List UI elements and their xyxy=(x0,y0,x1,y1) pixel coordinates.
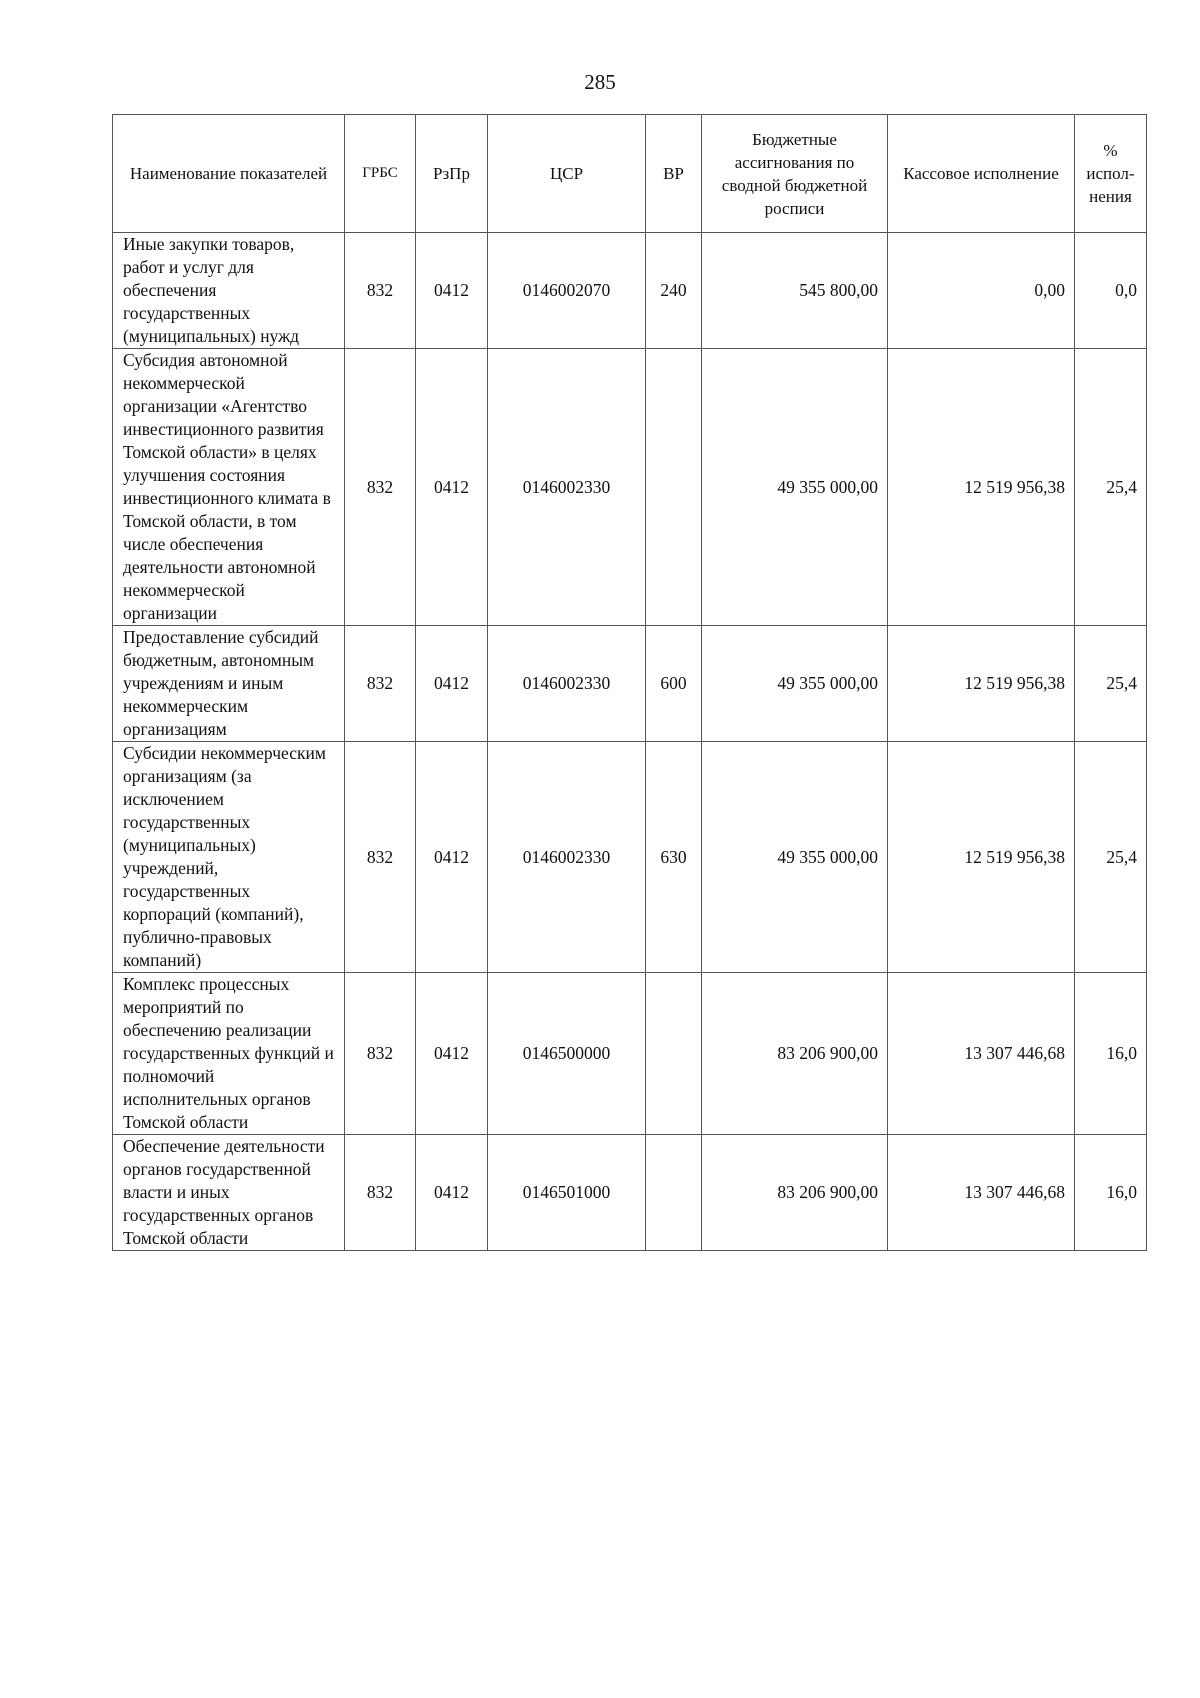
row-grbs: 832 xyxy=(345,1135,416,1251)
table-row xyxy=(113,233,1147,349)
row-name: Субсидии некоммерческим организациям (за исключением государственных (муниципальных) учреждений, государственных корпораций (компаний), публично-правовых компаний) xyxy=(113,742,345,973)
table-row xyxy=(113,1135,1147,1251)
header-vr: ВР xyxy=(646,115,702,233)
budget-execution-table xyxy=(112,114,1147,1251)
row-csr: 0146002330 xyxy=(488,349,646,626)
row-vr: 630 xyxy=(646,742,702,973)
row-grbs: 832 xyxy=(345,626,416,742)
row-assignments: 545 800,00 xyxy=(702,233,888,349)
row-execution-percent: 25,4 xyxy=(1075,349,1147,626)
row-cash-execution: 13 307 446,68 xyxy=(888,1135,1075,1251)
row-name: Обеспечение деятельности органов государственной власти и иных государственных органов Томской области xyxy=(113,1135,345,1251)
row-vr: 240 xyxy=(646,233,702,349)
table-header-row xyxy=(113,115,1147,233)
table-row xyxy=(113,349,1147,626)
header-assignments: Бюджетные ассигнования по сводной бюджетной росписи xyxy=(702,115,888,233)
row-csr: 0146002330 xyxy=(488,742,646,973)
table-row xyxy=(113,626,1147,742)
row-csr: 0146002330 xyxy=(488,626,646,742)
row-cash-execution: 12 519 956,38 xyxy=(888,626,1075,742)
table-row xyxy=(113,973,1147,1135)
row-rzpr: 0412 xyxy=(416,349,488,626)
row-grbs: 832 xyxy=(345,233,416,349)
page-number: 285 xyxy=(584,70,616,94)
row-rzpr: 0412 xyxy=(416,742,488,973)
row-execution-percent: 25,4 xyxy=(1075,742,1147,973)
row-execution-percent: 16,0 xyxy=(1075,973,1147,1135)
row-rzpr: 0412 xyxy=(416,1135,488,1251)
row-assignments: 49 355 000,00 xyxy=(702,742,888,973)
row-cash-execution: 13 307 446,68 xyxy=(888,973,1075,1135)
row-grbs: 832 xyxy=(345,349,416,626)
row-csr: 0146501000 xyxy=(488,1135,646,1251)
row-assignments: 49 355 000,00 xyxy=(702,626,888,742)
header-rzpr: РзПр xyxy=(416,115,488,233)
row-execution-percent: 16,0 xyxy=(1075,1135,1147,1251)
row-execution-percent: 0,0 xyxy=(1075,233,1147,349)
row-vr xyxy=(646,349,702,626)
row-cash-execution: 0,00 xyxy=(888,233,1075,349)
row-rzpr: 0412 xyxy=(416,626,488,742)
table-row xyxy=(113,742,1147,973)
row-vr xyxy=(646,1135,702,1251)
row-vr: 600 xyxy=(646,626,702,742)
row-csr: 0146002070 xyxy=(488,233,646,349)
row-assignments: 83 206 900,00 xyxy=(702,973,888,1135)
header-name: Наименование показателей xyxy=(113,115,345,233)
row-vr xyxy=(646,973,702,1135)
row-assignments: 49 355 000,00 xyxy=(702,349,888,626)
header-grbs: ГРБС xyxy=(345,115,416,233)
row-name: Комплекс процессных мероприятий по обеспечению реализации государственных функций и полномочий исполнительных органов Томской области xyxy=(113,973,345,1135)
row-name: Предоставление субсидий бюджетным, автономным учреждениям и иным некоммерческим организациям xyxy=(113,626,345,742)
row-cash-execution: 12 519 956,38 xyxy=(888,349,1075,626)
row-cash-execution: 12 519 956,38 xyxy=(888,742,1075,973)
header-execution-percent: % испол-нения xyxy=(1075,115,1147,233)
row-grbs: 832 xyxy=(345,742,416,973)
row-name: Иные закупки товаров, работ и услуг для обеспечения государственных (муниципальных) нужд xyxy=(113,233,345,349)
row-execution-percent: 25,4 xyxy=(1075,626,1147,742)
row-name: Субсидия автономной некоммерческой организации «Агентство инвестиционного развития Томской области» в целях улучшения состояния инвестиционного климата в Томской области, в том числе обеспечения деятельности автономной некоммерческой организации xyxy=(113,349,345,626)
header-csr: ЦСР xyxy=(488,115,646,233)
header-cash-execution: Кассовое исполнение xyxy=(888,115,1075,233)
row-csr: 0146500000 xyxy=(488,973,646,1135)
row-rzpr: 0412 xyxy=(416,973,488,1135)
row-grbs: 832 xyxy=(345,973,416,1135)
row-assignments: 83 206 900,00 xyxy=(702,1135,888,1251)
row-rzpr: 0412 xyxy=(416,233,488,349)
